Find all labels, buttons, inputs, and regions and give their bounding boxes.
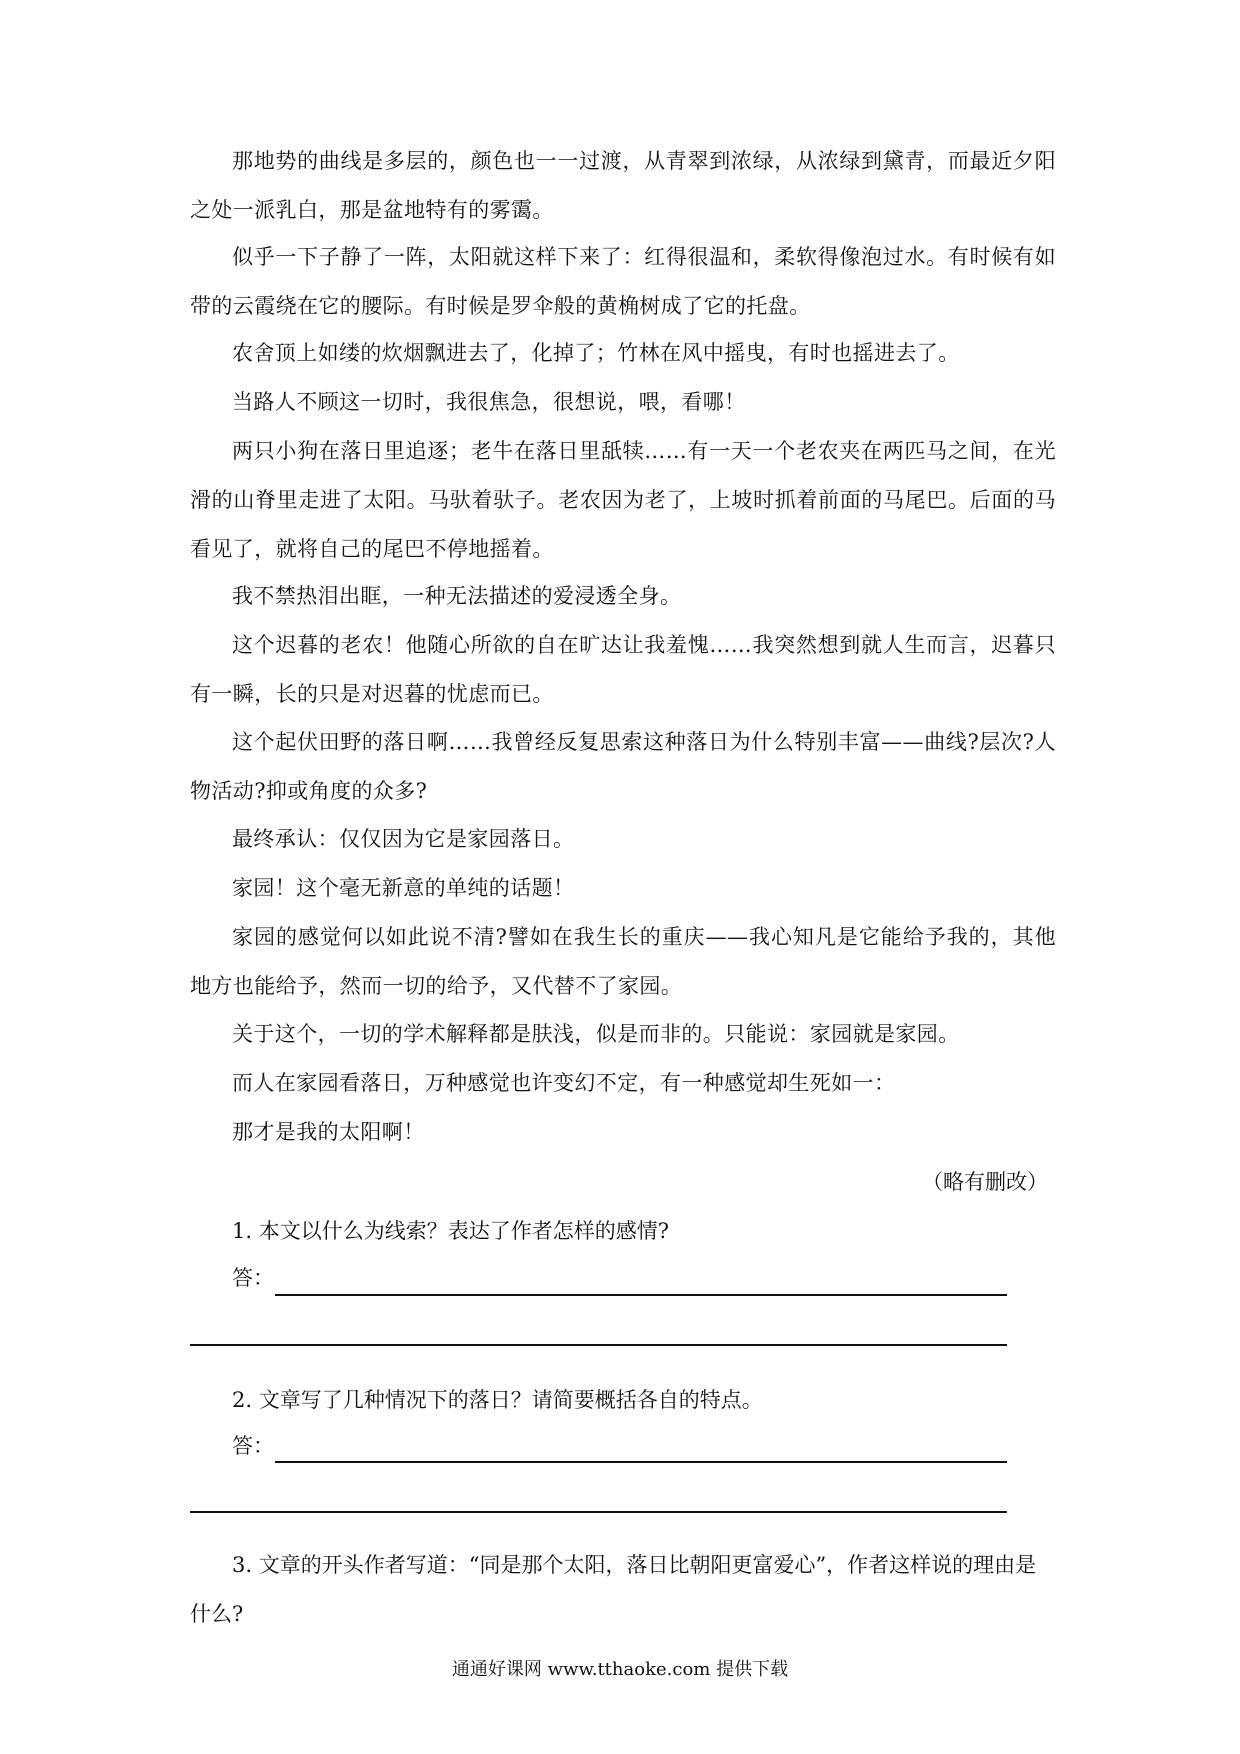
paragraph-5: 两只小狗在落日里追逐；老牛在落日里舐犊……有一天一个老农夹在两匹马之间，在光滑的山脊里走进了太阳。马驮着驮子。老农因为老了，上坡时抓着前面的马尾巴。后面的马看见了，就将自己的尾巴不停地摇着。: [190, 439, 1056, 561]
answer-label-1: 答：: [232, 1266, 274, 1290]
paragraph-2: 似乎一下子静了一阵，太阳就这样下来了：红得很温和，柔软得像泡过水。有时候有如带的云霞绕在它的腰际。有时候是罗伞般的黄桷树成了它的托盘。: [190, 245, 1056, 318]
paragraph-13: 而人在家园看落日，万种感觉也许变幻不定，有一种感觉却生死如一：: [232, 1071, 896, 1095]
paragraph-14: 那才是我的太阳啊！: [232, 1120, 425, 1144]
answer-label-2: 答：: [232, 1434, 274, 1458]
paragraph-12: 关于这个，一切的学术解释都是肤浅，似是而非的。只能说：家园就是家园。: [232, 1022, 960, 1046]
paragraph-1: 那地势的曲线是多层的，颜色也一一过渡，从青翠到浓绿，从浓绿到黛青，而最近夕阳之处一派乳白，那是盆地特有的雾霭。: [190, 149, 1056, 222]
paragraph-3: 农舍顶上如缕的炊烟飘进去了，化掉了；竹林在风中摇曳，有时也摇进去了。: [232, 341, 960, 365]
answer-line-2b[interactable]: [190, 1511, 1007, 1513]
paragraph-8: 这个起伏田野的落日啊……我曾经反复思索这种落日为什么特别丰富——曲线?层次?人物活动?抑或角度的众多?: [190, 730, 1056, 803]
paragraph-11: 家园的感觉何以如此说不清?譬如在我生长的重庆——我心知凡是它能给予我的，其他地方也能给予，然而一切的给予，又代替不了家园。: [190, 925, 1056, 998]
paragraph-6: 我不禁热泪出眶，一种无法描述的爱浸透全身。: [232, 584, 682, 608]
question-2: 2. 文章写了几种情况下的落日？请简要概括各自的特点。: [232, 1388, 763, 1412]
paragraph-4: 当路人不顾这一切时，我很焦急，很想说，喂，看哪！: [232, 390, 746, 414]
paragraph-9: 最终承认：仅仅因为它是家园落日。: [232, 827, 575, 851]
question-3: 3. 文章的开头作者写道：“同是那个太阳，落日比朝阳更富爱心”，作者这样说的理由是什么?: [190, 1553, 1037, 1626]
answer-line-2a[interactable]: [275, 1461, 1007, 1463]
page-footer: 通通好课网 www.tthaoke.com 提供下载: [451, 1659, 789, 1680]
question-1: 1. 本文以什么为线索？表达了作者怎样的感情?: [232, 1219, 669, 1243]
answer-line-1a[interactable]: [275, 1294, 1007, 1296]
answer-line-1b[interactable]: [190, 1344, 1007, 1346]
paragraph-7: 这个迟暮的老农！他随心所欲的自在旷达让我羞愧……我突然想到就人生而言，迟暮只有一瞬，长的只是对迟暮的忧虑而已。: [190, 633, 1056, 706]
source-note: （略有删改）: [922, 1170, 1048, 1194]
paragraph-10: 家园！这个毫无新意的单纯的话题！: [232, 876, 575, 900]
